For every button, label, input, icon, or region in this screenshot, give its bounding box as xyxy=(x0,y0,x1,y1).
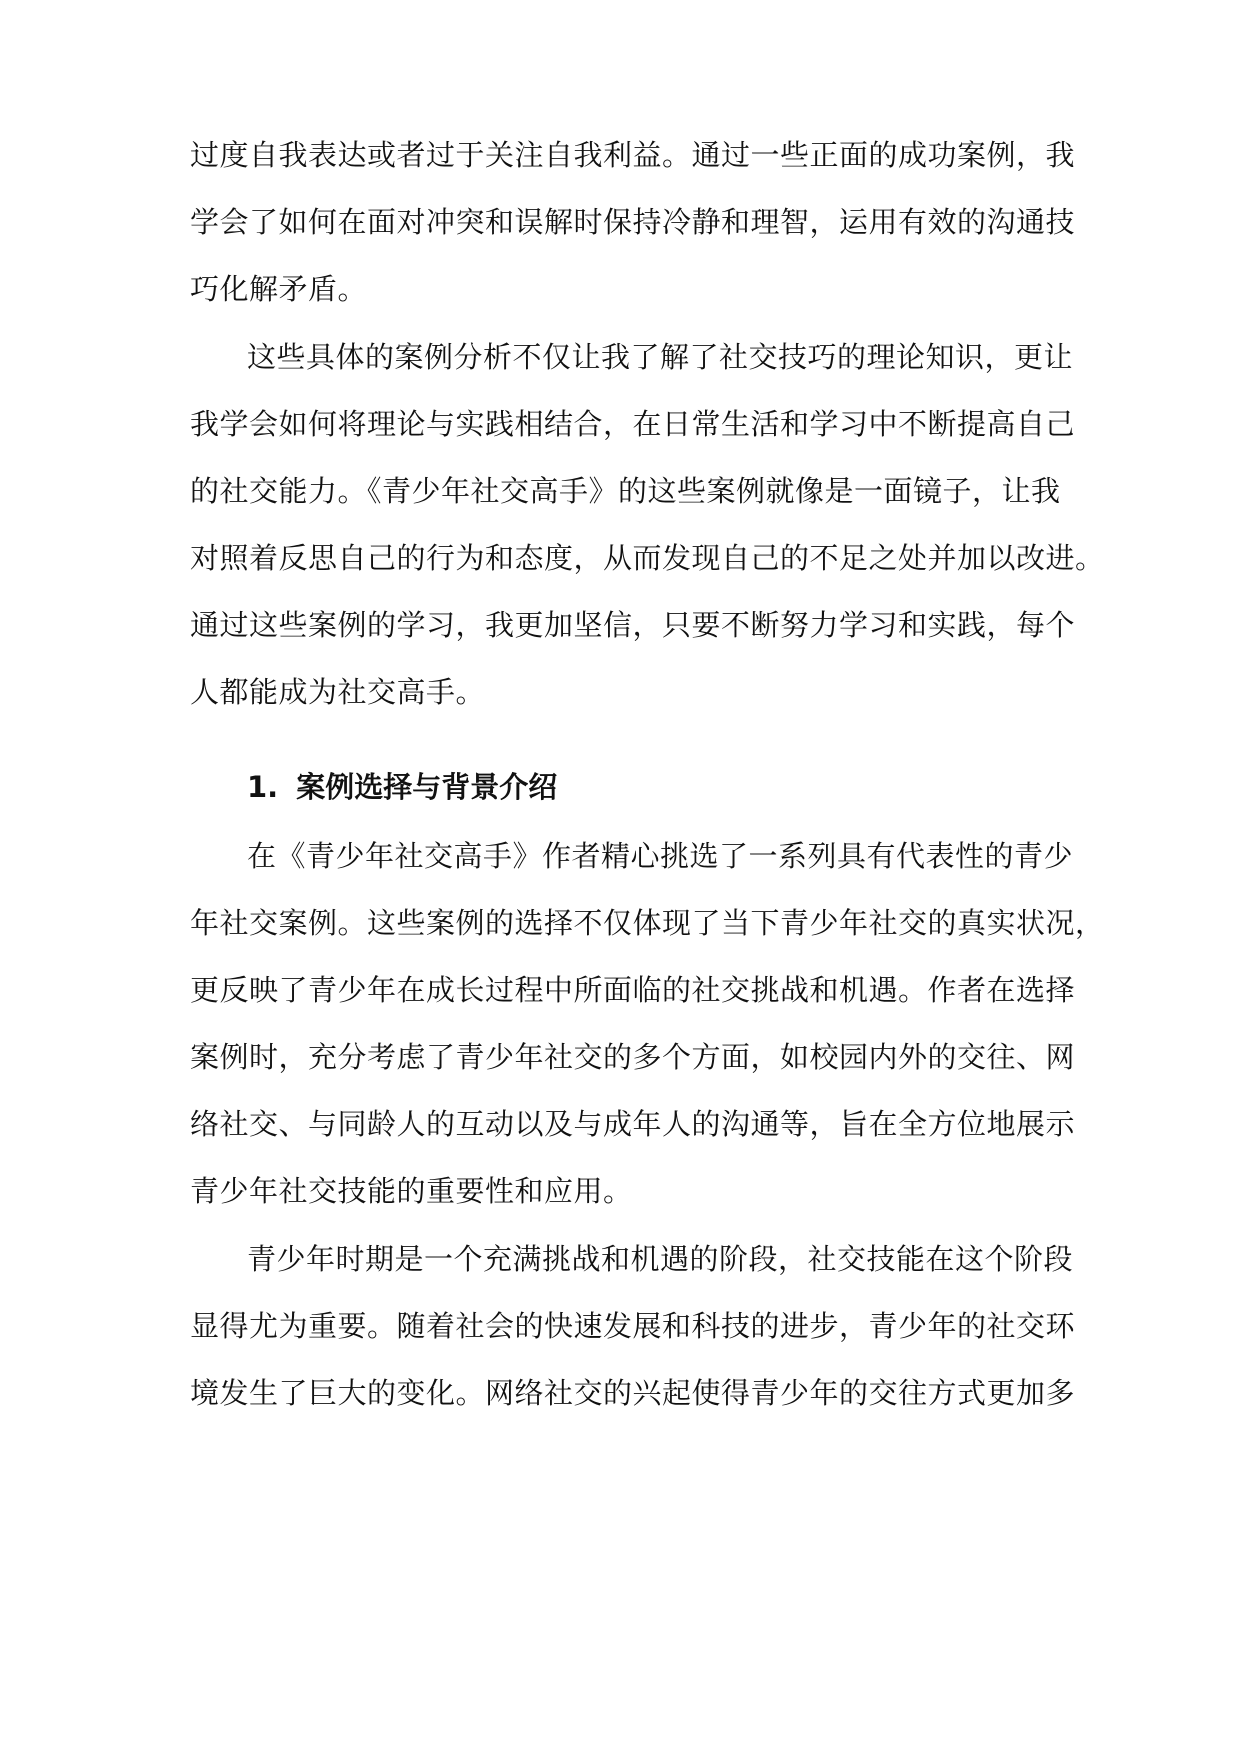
paragraph-line: 显得尤为重要。随着社会的快速发展和科技的进步，青少年的社交环 xyxy=(190,1309,1076,1343)
paragraph-line: 我学会如何将理论与实践相结合，在日常生活和学习中不断提高自己 xyxy=(190,407,1076,441)
paragraph-line: 青少年时期是一个充满挑战和机遇的阶段，社交技能在这个阶段 xyxy=(247,1242,1074,1276)
section-title: 案例选择与背景介绍 xyxy=(296,770,558,804)
section-heading xyxy=(247,767,557,807)
paragraph-line: 境发生了巨大的变化。网络社交的兴起使得青少年的交往方式更加多 xyxy=(190,1376,1076,1410)
paragraph-line: 络社交、与同龄人的互动以及与成年人的沟通等，旨在全方位地展示 xyxy=(190,1107,1076,1141)
section-number: 1. xyxy=(247,770,279,804)
paragraph-line: 年社交案例。这些案例的选择不仅体现了当下青少年社交的真实状况， xyxy=(190,906,1105,940)
paragraph-line: 学会了如何在面对冲突和误解时保持冷静和理智，运用有效的沟通技 xyxy=(190,205,1076,239)
paragraph-line: 青少年社交技能的重要性和应用。 xyxy=(190,1174,633,1208)
paragraph-line: 案例时，充分考虑了青少年社交的多个方面，如校园内外的交往、网 xyxy=(190,1040,1076,1074)
paragraph-line: 人都能成为社交高手。 xyxy=(190,675,486,709)
paragraph-line: 这些具体的案例分析不仅让我了解了社交技巧的理论知识，更让 xyxy=(247,340,1074,374)
paragraph-line: 过度自我表达或者过于关注自我利益。通过一些正面的成功案例，我 xyxy=(190,138,1076,172)
paragraph-line: 巧化解矛盾。 xyxy=(190,272,368,306)
paragraph-line: 在《青少年社交高手》作者精心挑选了一系列具有代表性的青少 xyxy=(247,839,1074,873)
paragraph-line: 的社交能力。《青少年社交高手》的这些案例就像是一面镜子，让我 xyxy=(190,474,1061,508)
paragraph-line: 更反映了青少年在成长过程中所面临的社交挑战和机遇。作者在选择 xyxy=(190,973,1076,1007)
paragraph-line: 通过这些案例的学习，我更加坚信，只要不断努力学习和实践，每个 xyxy=(190,608,1076,642)
paragraph-line: 对照着反思自己的行为和态度，从而发现自己的不足之处并加以改进。 xyxy=(190,541,1105,575)
